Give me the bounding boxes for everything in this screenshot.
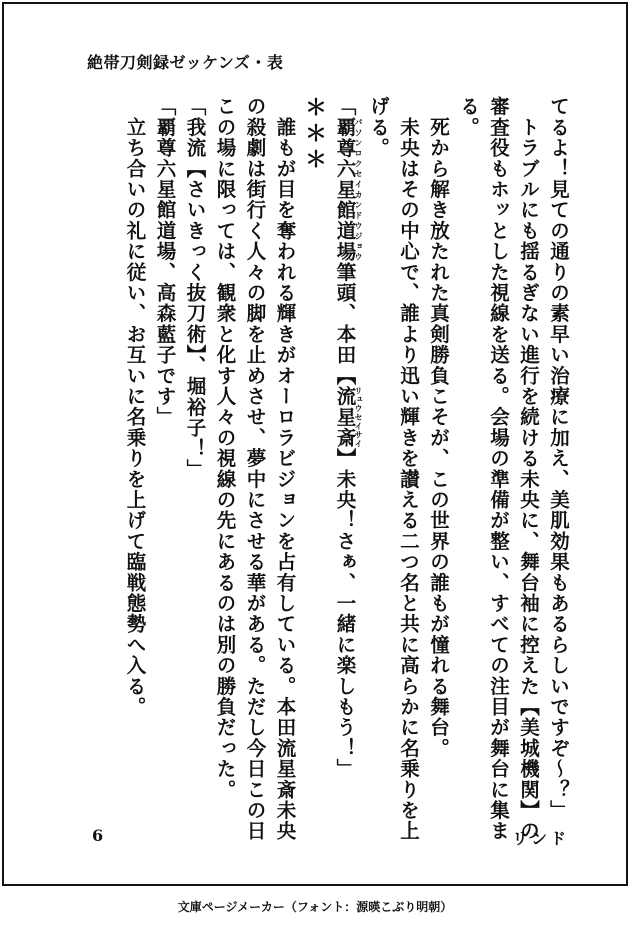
text-line: 審査役もホッとした視線を送る。会場の準備が整い、すべての注目が舞台に集ま (487, 96, 510, 842)
ruby-ryuseisai: 流星斎リュウセイサイ (333, 385, 364, 448)
text-line: 「我流【さいきっく抜刀術】、堀裕子！」 (183, 96, 207, 480)
page-frame (2, 2, 628, 886)
text-line: この場に限っては、観衆と化す人々の視線の先にあるのは別の勝負だった。 (213, 96, 237, 800)
text-line-with-ruby: 「覇尊六星館道場パソンロクセイカンドウジョウ筆頭、本田【流星斎リュウセイサイ】未央！さぁ、一緒に楽しもう！」 (333, 96, 364, 780)
text-line: 「覇尊六星館道場、高森藍子です」 (153, 96, 177, 428)
text-line: る。 (457, 96, 480, 138)
text-line: 死から解き放たれた真剣勝負こそが、この世界の誰もが憧れる舞台。 (427, 96, 450, 759)
book-title: 絶帯刀剣録ゼッケンズ・表 (87, 53, 284, 72)
text-line: げる。 (367, 96, 390, 159)
text-line: 誰もが目を奪われる輝きがオーロラビジョンを占有している。本田流星斎未央 (273, 96, 297, 842)
text-line: の殺劇は街行く人々の脚を止めさせ、夢中にさせる華がある。ただし今日この日 (243, 96, 267, 842)
footer-credit: 文庫ページメーカー（フォント：源暎こぶり明朝） (177, 900, 453, 914)
text-line: 立ち合いの礼に従い、お互いに名乗りを上げて臨戦態勢へ入る。 (123, 96, 147, 717)
ruby-dojo: 覇尊六星館道場パソンロクセイカンドウジョウ (333, 116, 364, 262)
text-line: てるよ！見ての通りの素早い治療に加え、美肌効果もあるらしいですぞ〜？」 (547, 96, 570, 821)
text-line: 未央はその中心で、誰より迅い輝きを讃える二つ名と共に高らかに名乗りを上 (397, 96, 420, 842)
page-number: 6 (92, 826, 104, 845)
author-name: リンド (512, 829, 570, 848)
text-line: トラブルにも揺るぎない進行を続ける未央に、舞台袖に控えた【美城機関】の (517, 96, 540, 842)
section-separator: ＊＊＊ (301, 96, 328, 174)
